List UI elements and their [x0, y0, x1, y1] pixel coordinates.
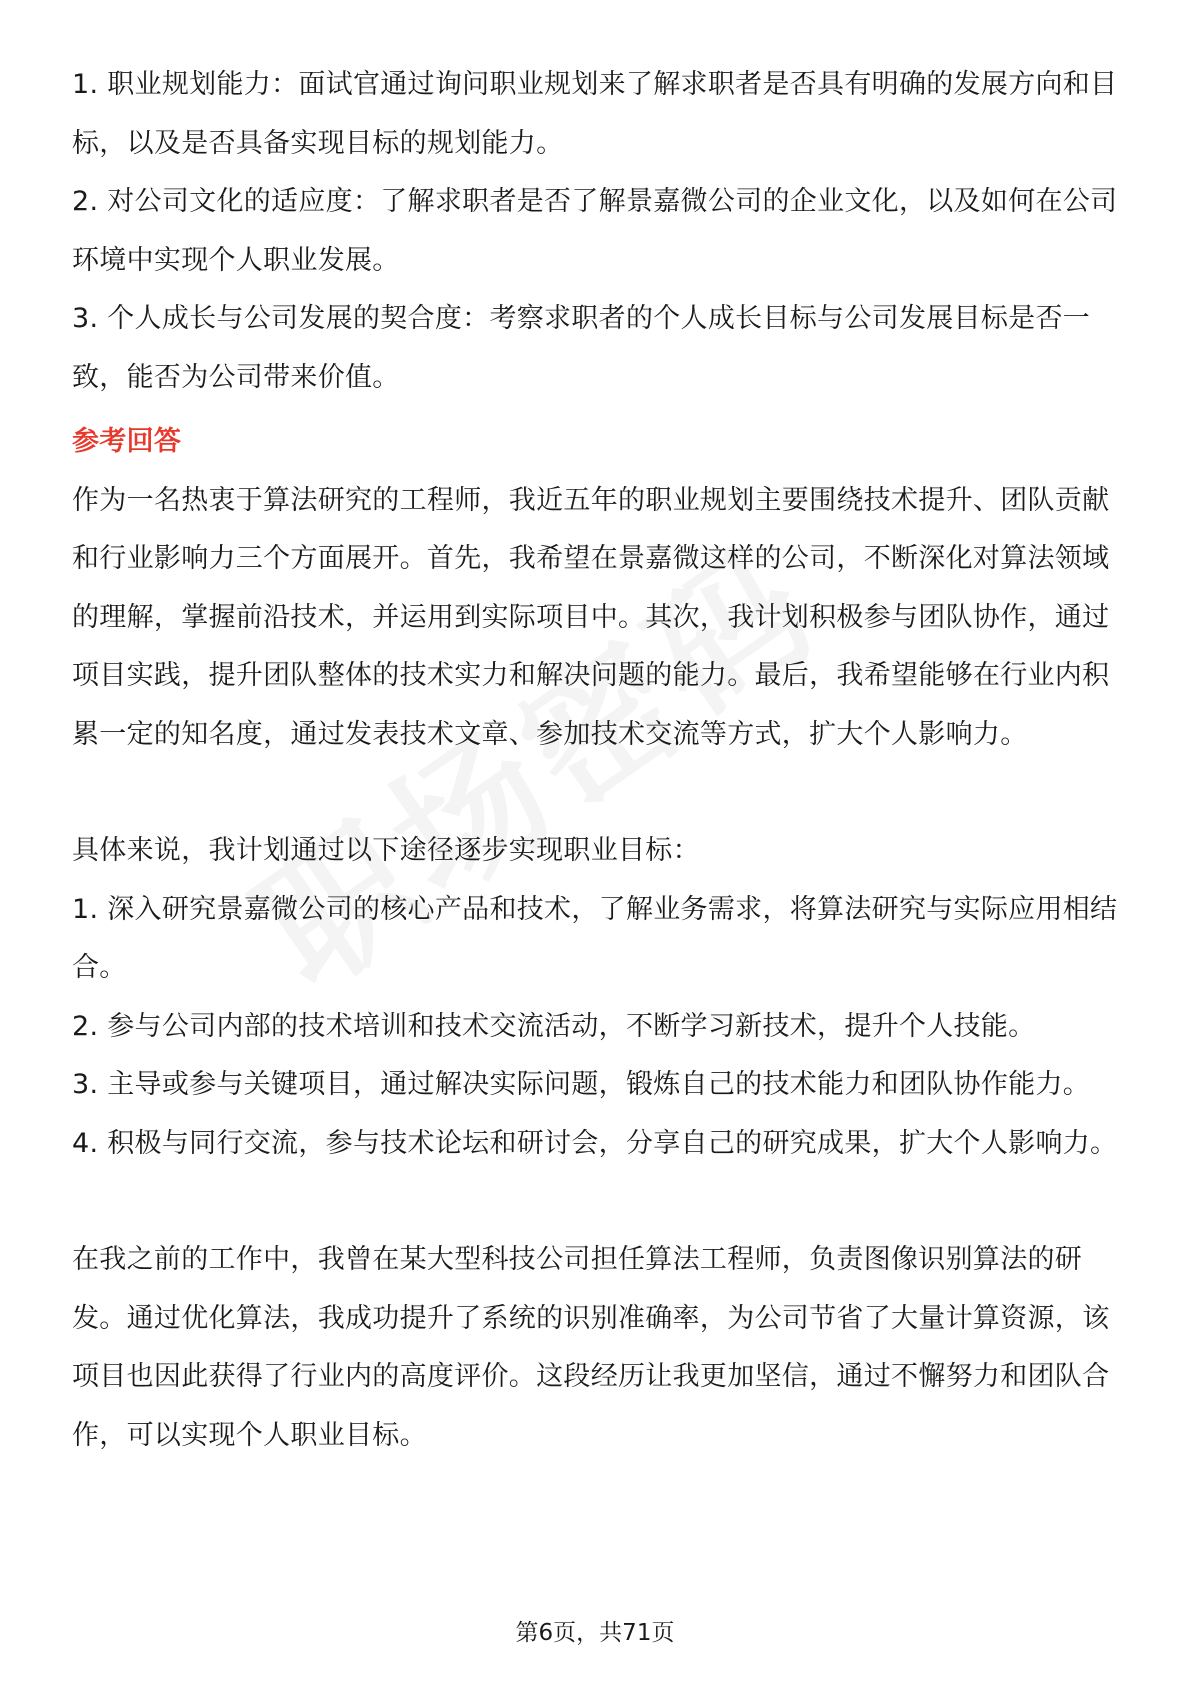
plan-item-3: 3. 主导或参与关键项目，通过解决实际问题，锻炼自己的技术能力和团队协作能力。 — [72, 1069, 1091, 1100]
criteria-item-3: 3. 个人成长与公司发展的契合度：考察求职者的个人成长目标与公司发展目标是否一致，能否为公司带来价值。 — [72, 303, 1091, 393]
criteria-item-2: 2. 对公司文化的适应度：了解求职者是否了解景嘉微公司的企业文化，以及如何在公司环境中实现个人职业发展。 — [72, 186, 1118, 276]
paragraph-gap — [72, 764, 1118, 822]
plan-intro: 具体来说，我计划通过以下途径逐步实现职业目标： — [72, 835, 700, 866]
plan-item-2: 2. 参与公司内部的技术培训和技术交流活动，不断学习新技术，提升个人技能。 — [72, 1010, 1036, 1042]
criteria-item-1: 1. 职业规划能力：面试官通过询问职业规划来了解求职者是否具有明确的发展方向和目标，以及是否具备实现目标的规划能力。 — [72, 69, 1118, 159]
plan-item-4: 4. 积极与同行交流，参与技术论坛和研讨会，分享自己的研究成果，扩大个人影响力。 — [72, 1127, 1118, 1159]
answer-heading: 参考回答 — [72, 426, 182, 457]
paragraph-gap — [72, 1173, 1118, 1231]
experience-paragraph: 在我之前的工作中，我曾在某大型科技公司担任算法工程师，负责图像识别算法的研发。通过优化算法，我成功提升了系统的识别准确率，为公司节省了大量计算资源，该项目也因此获得了行业内的高度评价。这段经历让我更加坚信，通过不懈努力和团队合作，可以实现个人职业目标。 — [72, 1244, 1110, 1451]
answer-intro-paragraph: 作为一名热衷于算法研究的工程师，我近五年的职业规划主要围绕技术提升、团队贡献和行业影响力三个方面展开。首先，我希望在景嘉微这样的公司，不断深化对算法领域的理解，掌握前沿技术，并运用到实际项目中。其次，我计划积极参与团队协作，通过项目实践，提升团队整体的技术实力和解决问题的能力。最后，我希望能够在行业内积累一定的知名度，通过发表技术文章、参加技术交流等方式，扩大个人影响力。 — [72, 484, 1110, 750]
plan-item-1: 1. 深入研究景嘉微公司的核心产品和技术，了解业务需求，将算法研究与实际应用相结合。 — [72, 893, 1118, 983]
page-number-footer: 第6页，共71页 — [515, 1620, 675, 1646]
page-content — [72, 56, 1118, 1465]
